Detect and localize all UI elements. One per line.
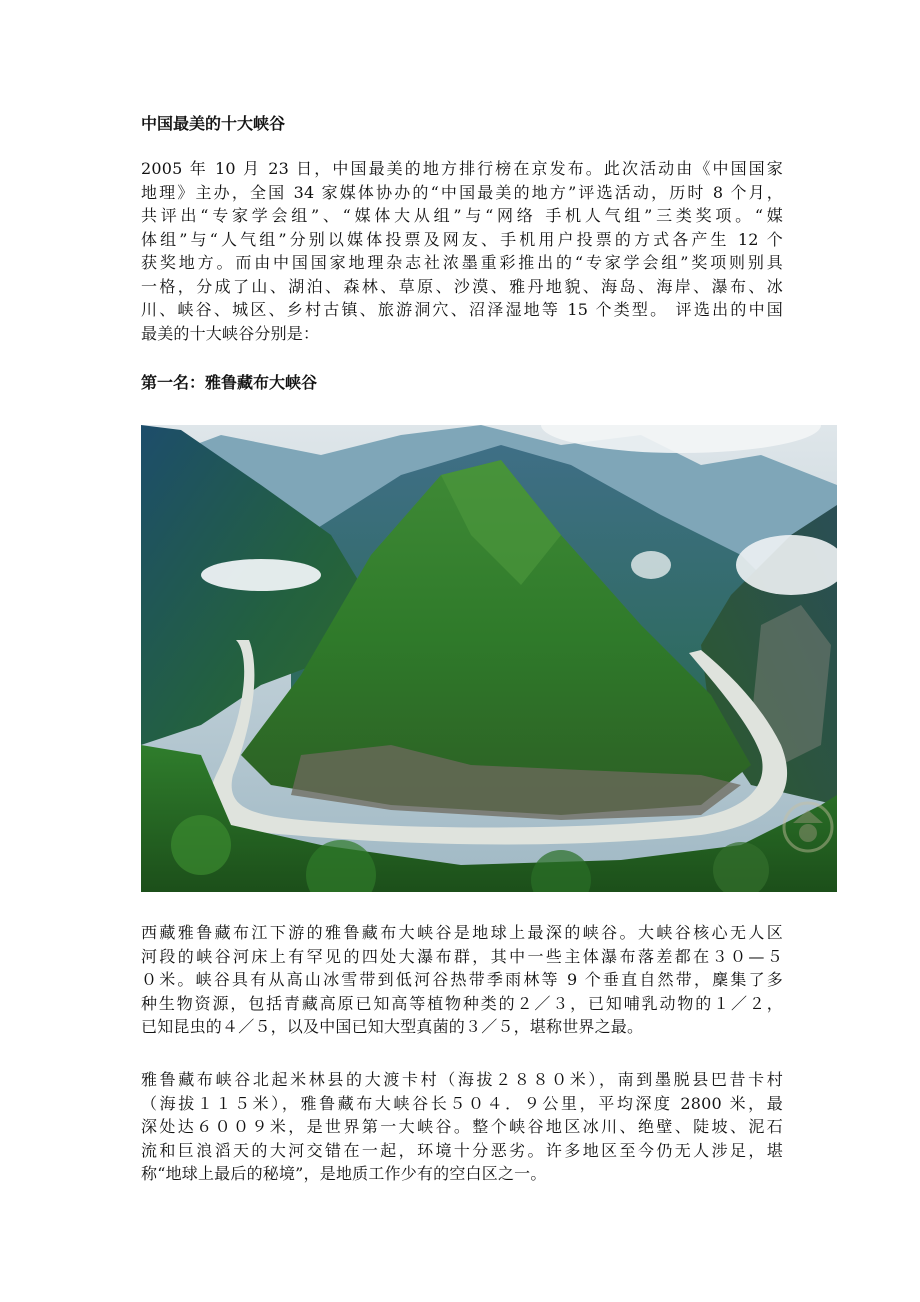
text-line: 种生物资源，包括青藏高原已知高等植物种类的２／３，已知哺乳动物的１／２， [141, 993, 783, 1013]
text-line: 2005 年 10 月 23 日，中国最美的地方排行榜在京发布。此次活动由《中国国家 [141, 159, 783, 178]
text-line: （海拔１１５米），雅鲁藏布大峡谷长５０４．９公里，平均深度 2800 米，最 [141, 1093, 783, 1113]
text-line: 已知昆虫的４／５，以及中国已知大型真菌的３／５，堪称世界之最。 [141, 1017, 644, 1036]
document-title: 中国最美的十大峡谷 [141, 114, 286, 133]
text-line: 雅鲁藏布峡谷北起米林县的大渡卡村（海拔２８８０米），南到墨脱县巴昔卡村 [141, 1070, 783, 1089]
text-line: 称“地球上最后的秘境”，是地质工作少有的空白区之一。 [141, 1164, 547, 1183]
text-line: 川、峡谷、城区、乡村古镇、旅游洞穴、沼泽湿地等 15 个类型。 评选出的中国 [141, 300, 783, 319]
text-line: 获奖地方。而由中国国家地理杂志社浓墨重彩推出的“专家学会组”奖项则别具 [141, 253, 783, 272]
text-line: ０米。峡谷具有从高山冰雪带到低河谷热带季雨林等 9 个垂直自然带，麇集了多 [141, 970, 783, 989]
text-line: 河段的峡谷河床上有罕见的四处大瀑布群，其中一些主体瀑布落差都在３０—５ [141, 946, 783, 966]
text-line: 共评出“专家学会组”、“媒体大从组”与“网络 手机人气组”三类奖项。“媒 [141, 206, 783, 225]
text-line: 流和巨浪滔天的大河交错在一起，环境十分恶劣。许多地区至今仍无人涉足，堪 [141, 1140, 783, 1160]
text-line: 西藏雅鲁藏布江下游的雅鲁藏布大峡谷是地球上最深的峡谷。大峡谷核心无人区 [141, 923, 783, 942]
canyon-photo [141, 425, 837, 892]
text-line: 深处达６００９米，是世界第一大峡谷。整个峡谷地区冰川、绝壁、陡坡、泥石 [141, 1117, 783, 1136]
description-paragraph-1 [141, 921, 783, 1039]
section-heading: 第一名：雅鲁藏布大峡谷 [141, 373, 318, 392]
text-line: 一格，分成了山、湖泊、森林、草原、沙漠、雅丹地貌、海岛、海岸、瀑布、冰 [141, 276, 783, 296]
description-paragraph-2 [141, 1068, 783, 1186]
intro-paragraph [141, 157, 783, 345]
text-line: 最美的十大峡谷分别是： [141, 323, 320, 343]
text-line: 体组”与“人气组”分别以媒体投票及网友、手机用户投票的方式各产生 12 个 [141, 229, 783, 249]
text-line: 地理》主办，全国 34 家媒体协办的“中国最美的地方”评选活动，历时 8 个月， [141, 182, 783, 202]
